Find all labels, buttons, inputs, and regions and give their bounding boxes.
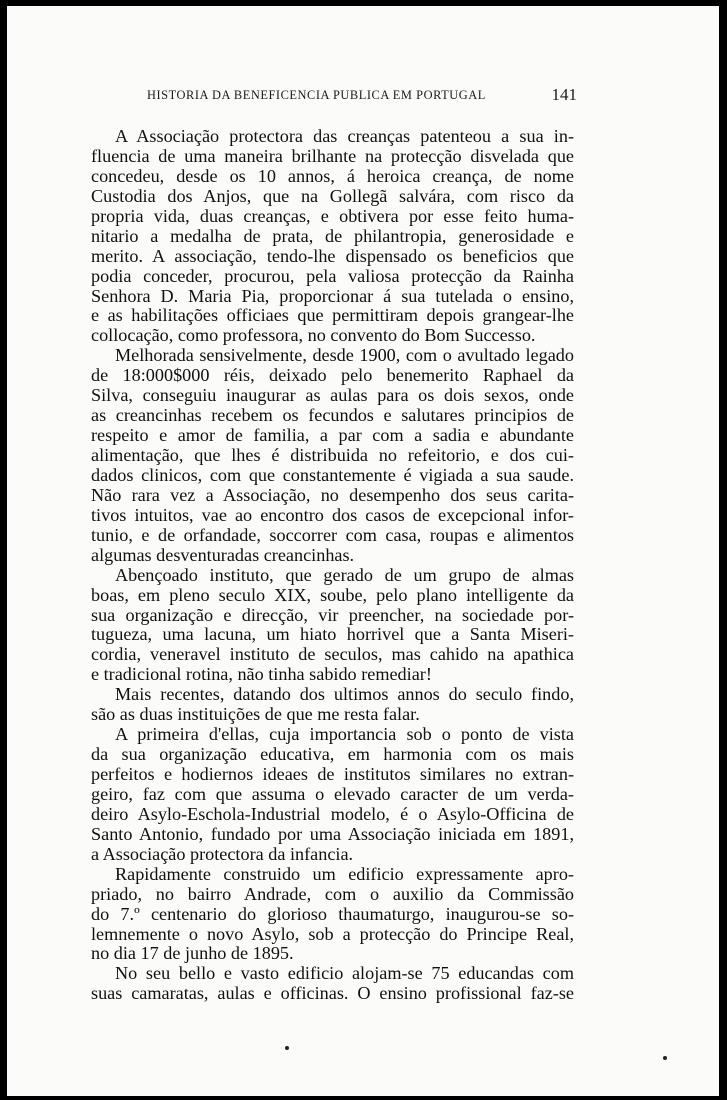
text-line: Silva, conseguiu inaugurar as aulas para os dois sexos, onde (91, 385, 574, 406)
print-speck (285, 1046, 289, 1050)
text-line: A Associação protectora das creanças patenteou a sua in- (115, 126, 574, 146)
text-line: Santo Antonio, fundado por uma Associação iniciada em 1891, (91, 823, 574, 844)
text-line: tivos intuitos, vae ao encontro dos casos de excepcional infor- (91, 504, 574, 525)
print-speck (663, 1056, 667, 1060)
text-line: alimentação, que lhes é distribuida no refeitorio, e dos cui- (91, 445, 574, 465)
text-line: sua organização e direcção, vir preencher, na sociedade por- (91, 604, 574, 625)
body-text (91, 127, 574, 1004)
text-line: a Associação protectora da infancia. (91, 843, 354, 864)
text-line: Melhorada sensivelmente, desde 1900, com o avultado legado (115, 345, 574, 366)
text-line: fluencia de uma maneira brilhante na protecção disvelada que (91, 145, 574, 166)
text-line: priado, no bairro Andrade, com o auxilio da Commissão (91, 883, 574, 904)
book-page (7, 6, 719, 1096)
text-line: algumas desventuradas creancinhas. (91, 544, 355, 565)
text-line: são as duas instituições de que me resta falar. (91, 704, 420, 725)
text-line: suas camaratas, aulas e officinas. O ensino profissional faz-se (91, 983, 574, 1004)
running-title: HISTORIA DA BENEFICENCIA PUBLICA EM PORTUGAL (147, 88, 486, 102)
text-line: collocação, como professora, no convento do Bom Successo. (91, 325, 536, 346)
text-line: Mais recentes, datando dos ultimos annos do seculo findo, (115, 684, 574, 705)
text-line: perfeitos e hodiernos ideaes de institutos similares no extran- (91, 764, 574, 784)
text-line: merito. A associação, tendo-lhe dispensado os beneficios que (91, 245, 574, 266)
text-line: Abençoado instituto, que gerado de um grupo de almas (115, 564, 574, 585)
text-line: podia conceder, procurou, pela valiosa protecção da Rainha (91, 265, 574, 286)
text-line: no dia 17 de junho de 1895. (91, 943, 294, 964)
text-line: Não rara vez a Associação, no desempenho dos seus carita- (91, 484, 574, 505)
page-number: 141 (551, 85, 577, 104)
text-line: e as habilitações officiaes que permittiram depois grangear-lhe (91, 305, 574, 326)
text-line: Rapidamente construido um edificio expressamente apro- (115, 863, 574, 884)
text-line: as creancinhas recebem os fecundos e salutares principios de (91, 405, 574, 426)
text-line: propria vida, duas creanças, e obtivera por esse feito huma- (91, 205, 574, 226)
text-line: de 18:000$000 réis, deixado pelo benemerito Raphael da (91, 365, 574, 386)
text-line: tugueza, uma lacuna, um hiato horrivel que a Santa Miseri- (91, 624, 574, 645)
text-line: deiro Asylo-Eschola-Industrial modelo, é o Asylo-Officina de (91, 803, 574, 824)
page-header (147, 85, 577, 107)
text-line: respeito e amor de familia, a par com a sadia e abundante (91, 425, 574, 446)
text-line: Custodia dos Anjos, que na Gollegã salvára, com risco da (91, 185, 574, 206)
text-line: nitario a medalha de prata, de philantropia, generosidade e (91, 225, 574, 246)
text-line: A primeira d'ellas, cuja importancia sob o ponto de vista (115, 724, 574, 745)
text-line: tunio, e de orfandade, soccorrer com casa, roupas e alimentos (91, 524, 574, 545)
text-line: No seu bello e vasto edificio alojam-se 75 educandas com (115, 963, 574, 984)
text-line: concedeu, desde os 10 annos, á heroica creança, de nome (91, 165, 574, 186)
text-line: dados clinicos, com que constantemente é vigiada a sua saude. (91, 464, 574, 485)
text-line: cordia, veneravel instituto de seculos, mas cahido na apathica (91, 644, 574, 665)
text-line: lemnemente o novo Asylo, sob a protecção do Principe Real, (91, 923, 574, 944)
text-line: geiro, faz com que assuma o elevado caracter de um verda- (91, 783, 574, 804)
text-line: Senhora D. Maria Pia, proporcionar á sua tutelada o ensino, (91, 285, 574, 306)
text-line: boas, em pleno seculo XIX, soube, pelo plano intelligente da (91, 584, 574, 605)
text-line: do 7.º centenario do glorioso thaumaturgo, inaugurou-se so- (91, 903, 574, 924)
text-line: e tradicional rotina, não tinha sabido remediar! (91, 664, 432, 685)
text-line: da sua organização educativa, em harmonia com os mais (91, 744, 574, 765)
